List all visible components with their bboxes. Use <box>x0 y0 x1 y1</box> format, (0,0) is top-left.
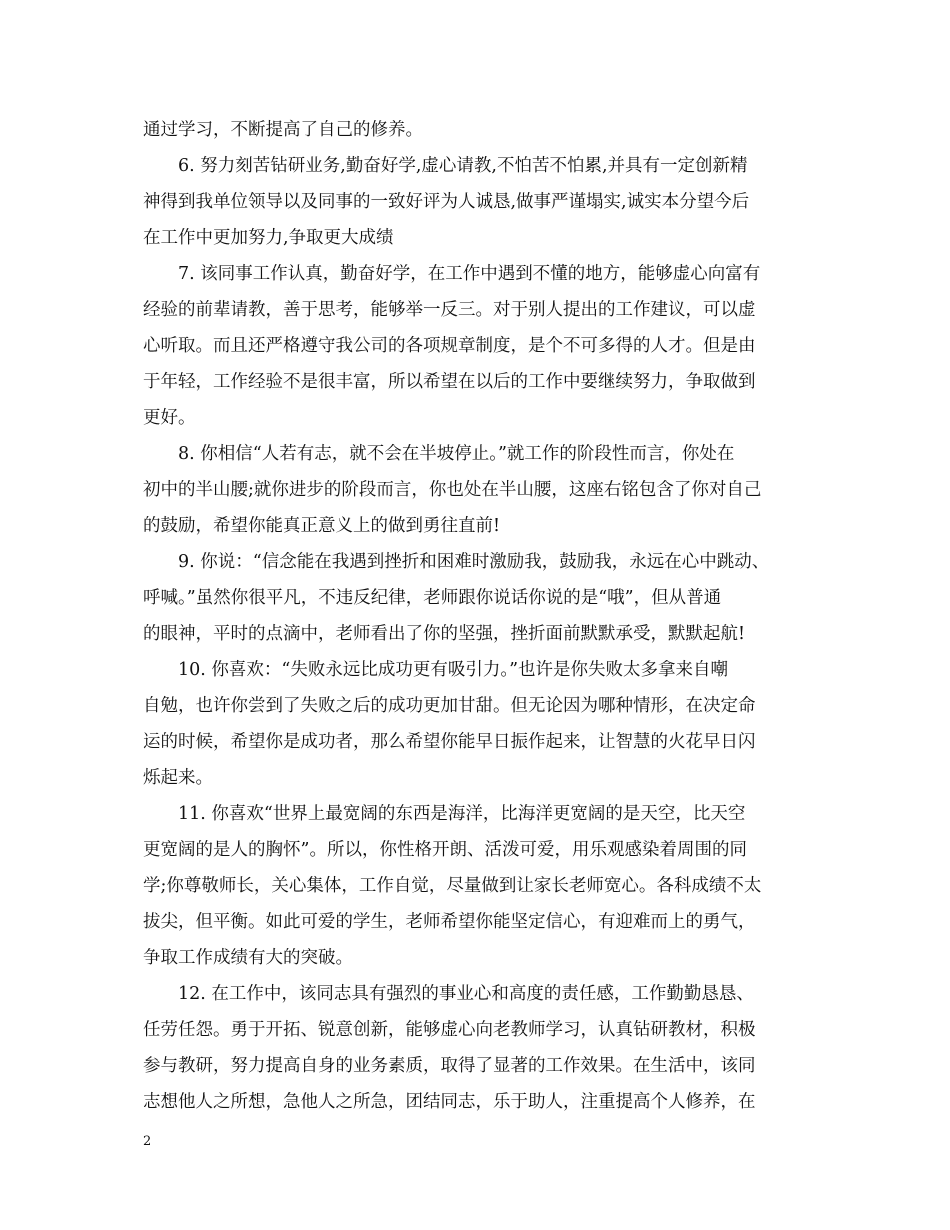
text-line: 呼喊。”虽然你很平凡，不违反纪律，老师跟你说话你说的是“哦”，但从普通 <box>143 588 722 608</box>
text-line: 争取工作成绩有大的突破。 <box>143 948 353 968</box>
text-line: 心听取。而且还严格遵守我公司的各项规章制度，是个不可多得的人才。但是由 <box>143 336 756 356</box>
text-line: 于年轻，工作经验不是很丰富，所以希望在以后的工作中要继续努力，争取做到 <box>143 372 756 392</box>
text-line: 通过学习，不断提高了自己的修养。 <box>143 120 423 140</box>
text-line: 更宽阔的是人的胸怀”。所以，你性格开朗、活泼可爱，用乐观感染着周围的同 <box>143 840 747 860</box>
text-line: 8. 你相信“人若有志，就不会在半坡停止。”就工作的阶段性而言，你处在 <box>178 444 735 464</box>
text-line: 运的时候，希望你是成功者，那么希望你能早日振作起来，让智慧的火花早日闪 <box>143 732 756 752</box>
text-line: 11. 你喜欢“世界上最宽阔的东西是海洋，比海洋更宽阔的是天空，比天空 <box>178 804 746 824</box>
text-line: 经验的前辈请教，善于思考，能够举一反三。对于别人提出的工作建议，可以虚 <box>143 300 756 320</box>
page-number: 2 <box>143 1134 152 1149</box>
text-line: 参与教研，努力提高自身的业务素质，取得了显著的工作效果。在生活中，该同 <box>143 1056 756 1076</box>
text-line: 9. 你说：“信念能在我遇到挫折和困难时激励我，鼓励我，永远在心中跳动、 <box>178 552 770 572</box>
text-line: 烁起来。 <box>143 768 213 788</box>
text-line: 的眼神，平时的点滴中，老师看出了你的坚强，挫折面前默默承受，默默起航! <box>143 624 746 644</box>
text-line: 志想他人之所想，急他人之所急，团结同志，乐于助人，注重提高个人修养，在 <box>143 1092 756 1112</box>
text-line: 更好。 <box>143 408 196 428</box>
text-line: 10. 你喜欢：“失败永远比成功更有吸引力。”也许是你失败太多拿来自嘲 <box>178 660 729 680</box>
text-line: 拔尖，但平衡。如此可爱的学生，老师希望你能坚定信心，有迎难而上的勇气， <box>143 912 756 932</box>
text-line: 7. 该同事工作认真，勤奋好学，在工作中遇到不懂的地方，能够虚心向富有 <box>178 264 761 284</box>
text-line: 初中的半山腰;就你进步的阶段而言，你也处在半山腰，这座右铭包含了你对自己 <box>143 480 762 500</box>
text-line: 神得到我单位领导以及同事的一致好评为人诚恳,做事严谨塌实,诚实本分望今后 <box>143 192 750 212</box>
text-line: 的鼓励，希望你能真正意义上的做到勇往直前! <box>143 516 501 536</box>
text-line: 自勉，也许你尝到了失败之后的成功更加甘甜。但无论因为哪种情形，在决定命 <box>143 696 756 716</box>
text-line: 学;你尊敬师长，关心集体，工作自觉，尽量做到让家长老师宽心。各科成绩不太 <box>143 876 762 896</box>
document-body <box>143 112 813 1120</box>
text-line: 任劳任怨。勇于开拓、锐意创新，能够虚心向老教师学习，认真钻研教材，积极 <box>143 1020 756 1040</box>
text-line: 6. 努力刻苦钻研业务,勤奋好学,虚心请教,不怕苦不怕累,并具有一定创新精 <box>178 156 748 176</box>
text-line: 在工作中更加努力,争取更大成绩 <box>143 228 394 248</box>
text-line: 12. 在工作中，该同志具有强烈的事业心和高度的责任感，工作勤勤恳恳、 <box>178 984 754 1004</box>
